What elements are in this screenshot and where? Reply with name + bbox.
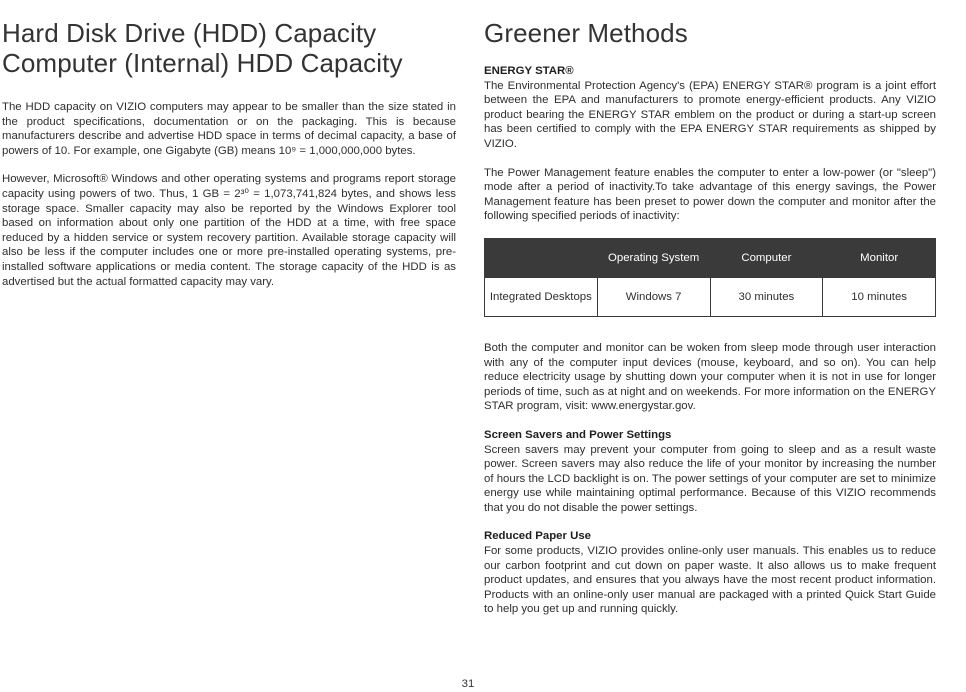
table-header-cell [485,238,598,277]
table-cell: 30 minutes [710,277,823,316]
left-column [2,18,456,289]
page-number: 31 [461,678,475,690]
table-header-row [485,238,936,277]
right-column [484,18,936,617]
screen-savers-paragraph: Screen savers may prevent your computer from going to sleep and as a result waste power. Screen savers may also reduce the life of your monitor by increasing the number of hours the LCD backlight is on. The power settings of your computer are set to minimize energy use while maintaining optimal performance. Because of this VIZIO recommends that you do not disable the power settings. [484,443,936,514]
table-header-cell: Monitor [823,238,936,277]
internal-hdd-capacity-title: Computer (Internal) HDD Capacity [2,48,403,78]
table-cell: Integrated Desktops [485,277,598,316]
reduced-paper-paragraph: For some products, VIZIO provides online-only user manuals. This enables us to reduce our carbon footprint and cut down on paper waste. It also allows us to make frequent product updates, and ensures that you always have the most recent product information. Products with an online-only user manual are packaged with a printed Quick Start Guide to help you get up and running quickly. [484,545,936,616]
hdd-decimal-capacity-paragraph: The HDD capacity on VIZIO computers may appear to be smaller than the size stated in the product specifications, documentation or on the packaging. This is because manufacturers describe and advertise HDD space in terms of decimal capacity, a base of powers of 10. For example, one Gigabyte (GB) means 10⁹ = 1,000,000,000 bytes. [2,101,456,157]
table-header-cell: Computer [710,238,823,277]
power-settings-table [484,238,936,317]
power-management-paragraph: The Power Management feature enables the computer to enter a low-power (or "sleep") mode after a period of inactivity.To take advantage of this energy savings, the Power Management feature has been preset to power down the computer and monitor after the following specified periods of inactivity: [484,166,936,223]
table-cell: Windows 7 [597,277,710,316]
table-header-cell: Operating System [597,238,710,277]
table-row [485,277,936,316]
screen-savers-label: Screen Savers and Power Settings [484,428,672,441]
wake-from-sleep-paragraph: Both the computer and monitor can be woken from sleep mode through user interaction with any of the computer input devices (mouse, keyboard, and so on). You can help reduce electricity usage by shutting down your computer when it is not in use for longer periods of time, such as at night and on weekends. For more information on the ENERGY STAR program, visit: www.energystar.gov. [484,341,936,413]
hdd-binary-capacity-paragraph: However, Microsoft® Windows and other operating systems and programs report storage capacity using powers of two. Thus, 1 GB = 2³⁰ = 1,073,741,824 bytes, and shows less storage space. Smaller capacity may also be reported by the Windows Explorer tool based on information about only one partition of the HDD at a time, with free space reduced by a hidden service or system recovery partition. Available storage capacity will also be less if the computer includes one or more pre-installed operating systems, pre-installed software applications or media content. The storage capacity of the HDD is as advertised but the actual formatted capacity may vary. [2,173,456,288]
reduced-paper-label: Reduced Paper Use [484,530,591,543]
left-heading [2,18,456,78]
energy-star-paragraph: The Environmental Protection Agency's (EPA) ENERGY STAR® program is a joint effort between the EPA and manufacturers to promote energy-efficient products. Any VIZIO product bearing the ENERGY STAR emblem on the product or during a start-up screen has been certified to comply with the EPA ENERGY STAR requirements as shipped by VIZIO. [484,79,936,150]
hdd-capacity-title: Hard Disk Drive (HDD) Capacity [2,18,377,48]
table-cell: 10 minutes [823,277,936,316]
greener-methods-title: Greener Methods [484,18,688,48]
energy-star-label: ENERGY STAR® [484,65,574,77]
